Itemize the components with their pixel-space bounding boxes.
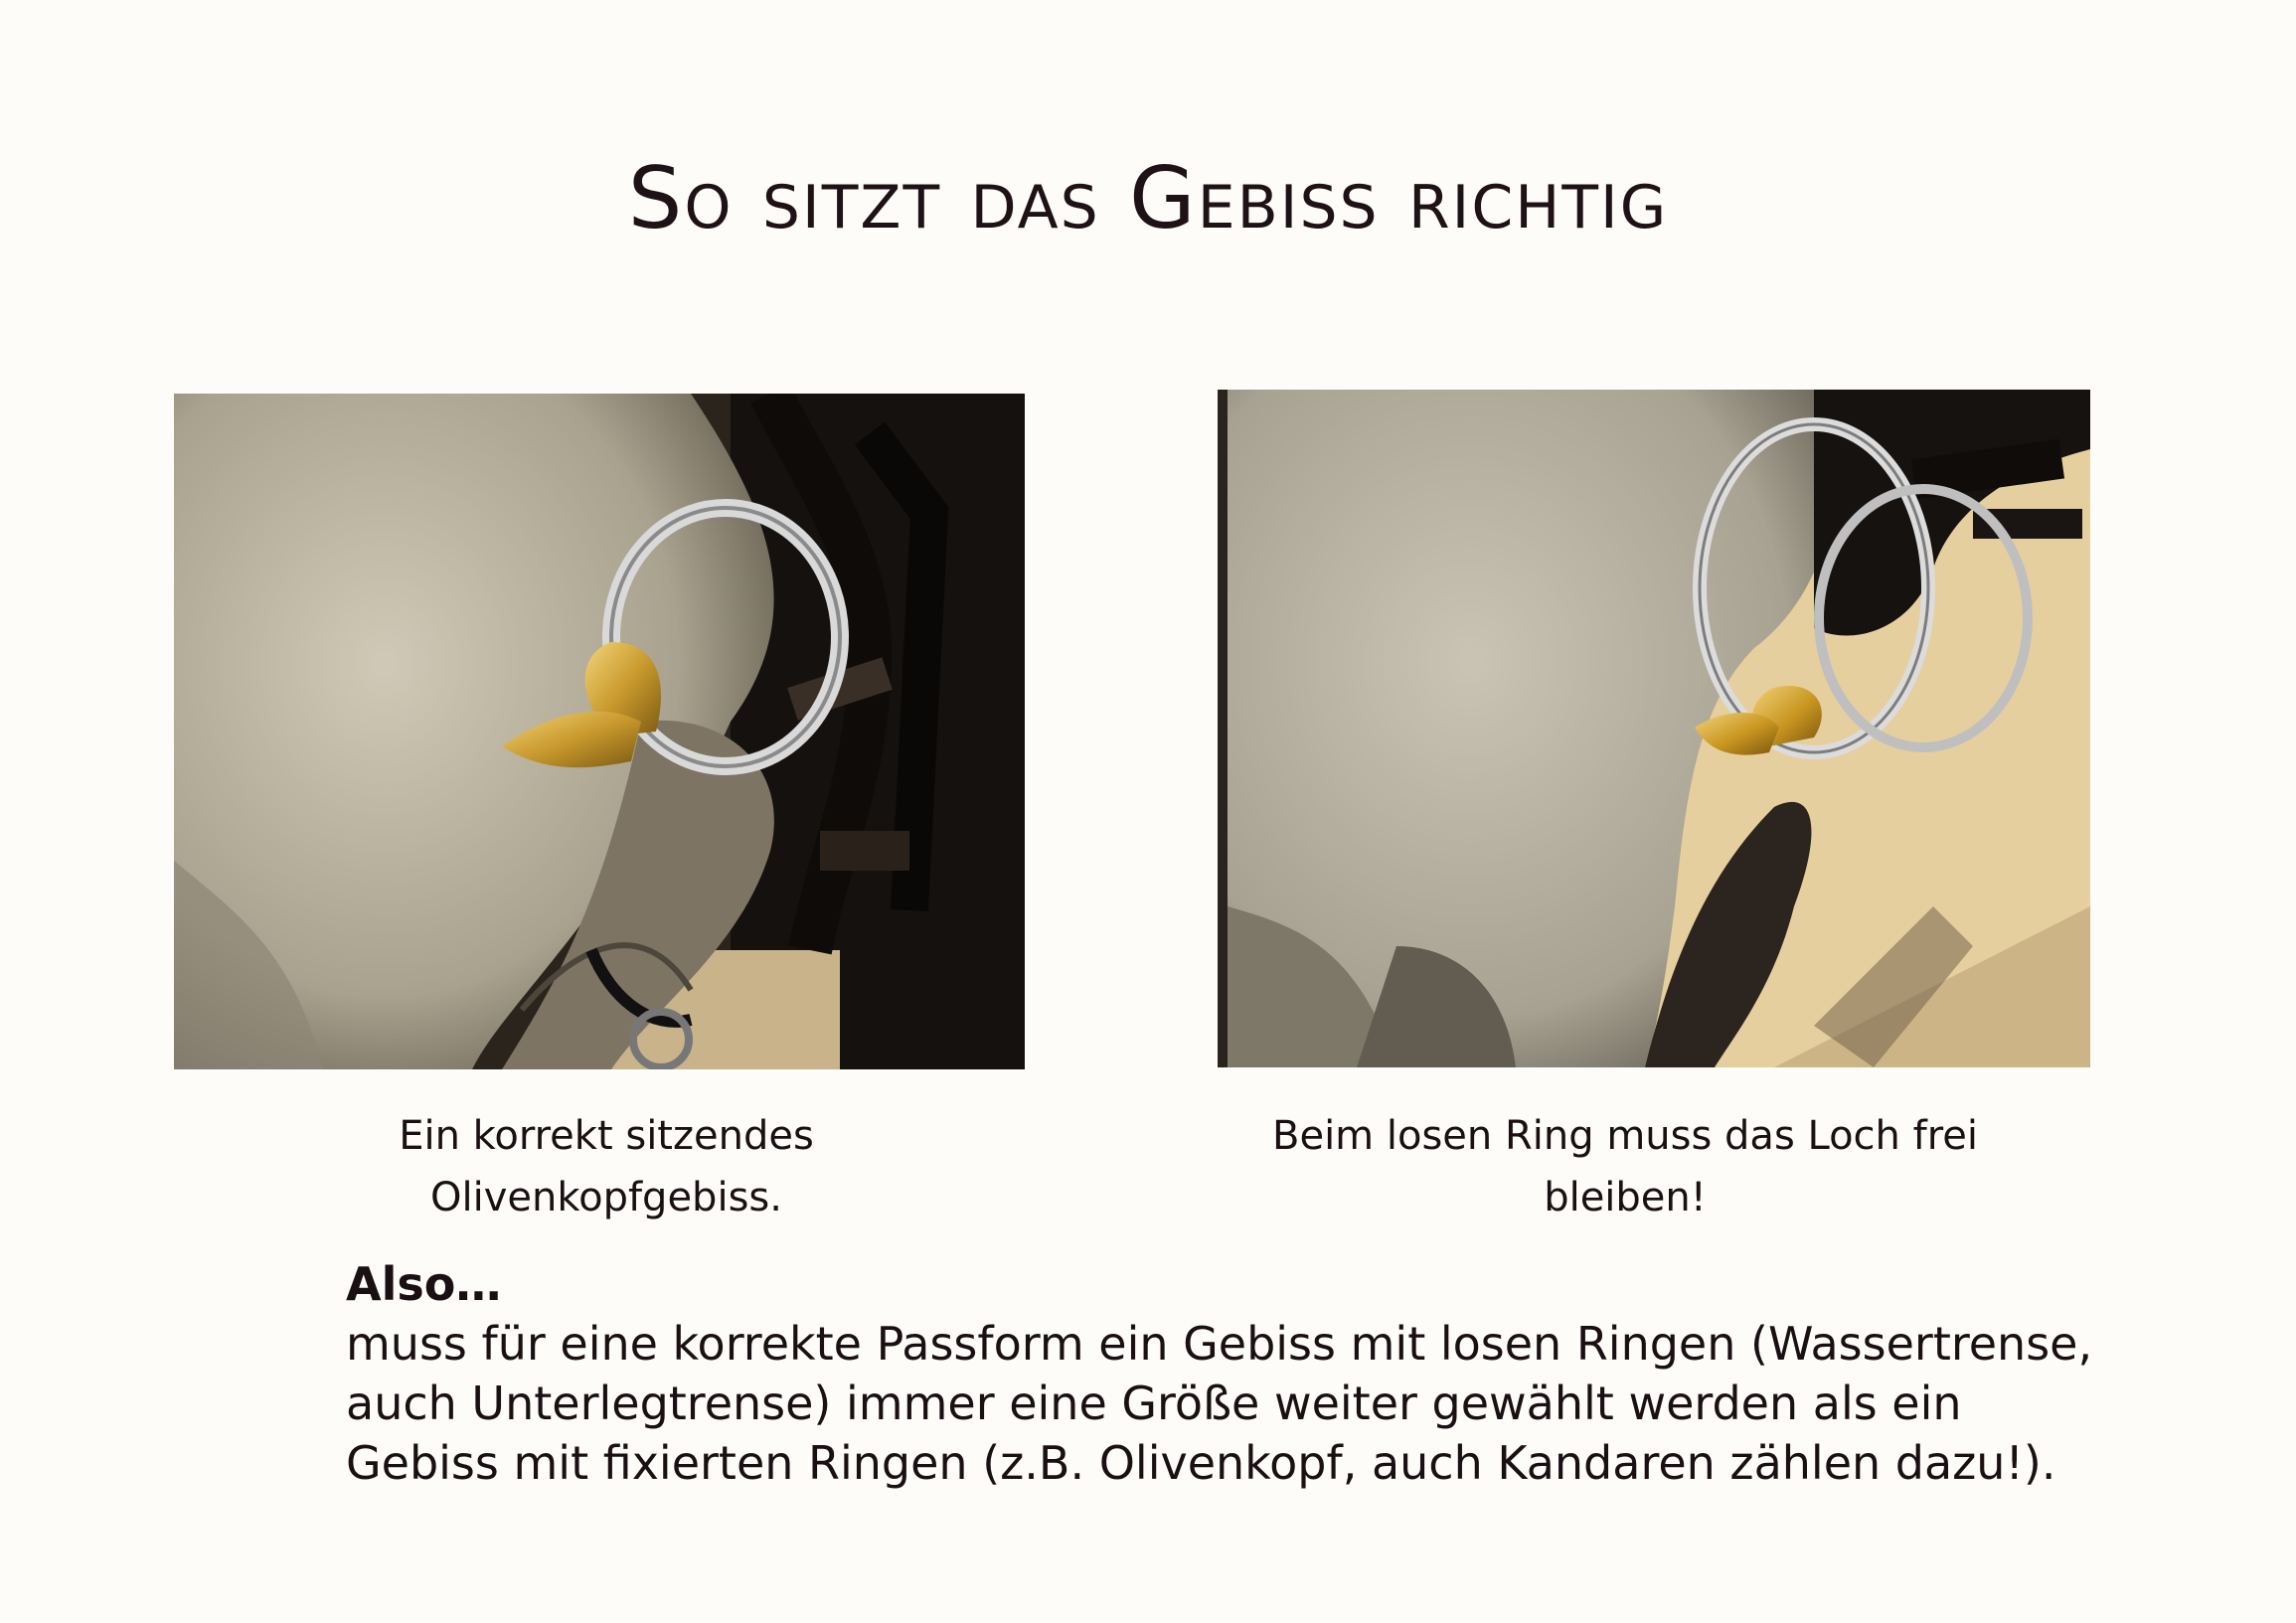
caption-olive-head-bit: Ein korrekt sitzendes Olivenkopfgebiss. bbox=[399, 1113, 814, 1220]
photo-loose-ring-bit bbox=[1218, 390, 2090, 1067]
summary-heading: Also… bbox=[346, 1257, 502, 1311]
photo-olive-head-bit bbox=[174, 394, 1025, 1069]
summary-block bbox=[346, 1254, 2115, 1493]
summary-body: muss für eine korrekte Passform ein Gebiss mit losen Ringen (Wassertrense, auch Unterlegtrense) immer eine Größe weiter gewählt werden als ein Gebiss mit fixierten Ringen (z.B. Olivenkopf, auch Kandaren zählen dazu!). bbox=[346, 1317, 2093, 1490]
horse-muzzle-illustration bbox=[174, 394, 1025, 1069]
page-title: So sitzt das Gebiss richtig bbox=[627, 149, 1669, 248]
caption-loose-ring-bit: Beim losen Ring muss das Loch frei bleiben! bbox=[1272, 1113, 1978, 1220]
horse-muzzle-illustration bbox=[1218, 390, 2090, 1067]
